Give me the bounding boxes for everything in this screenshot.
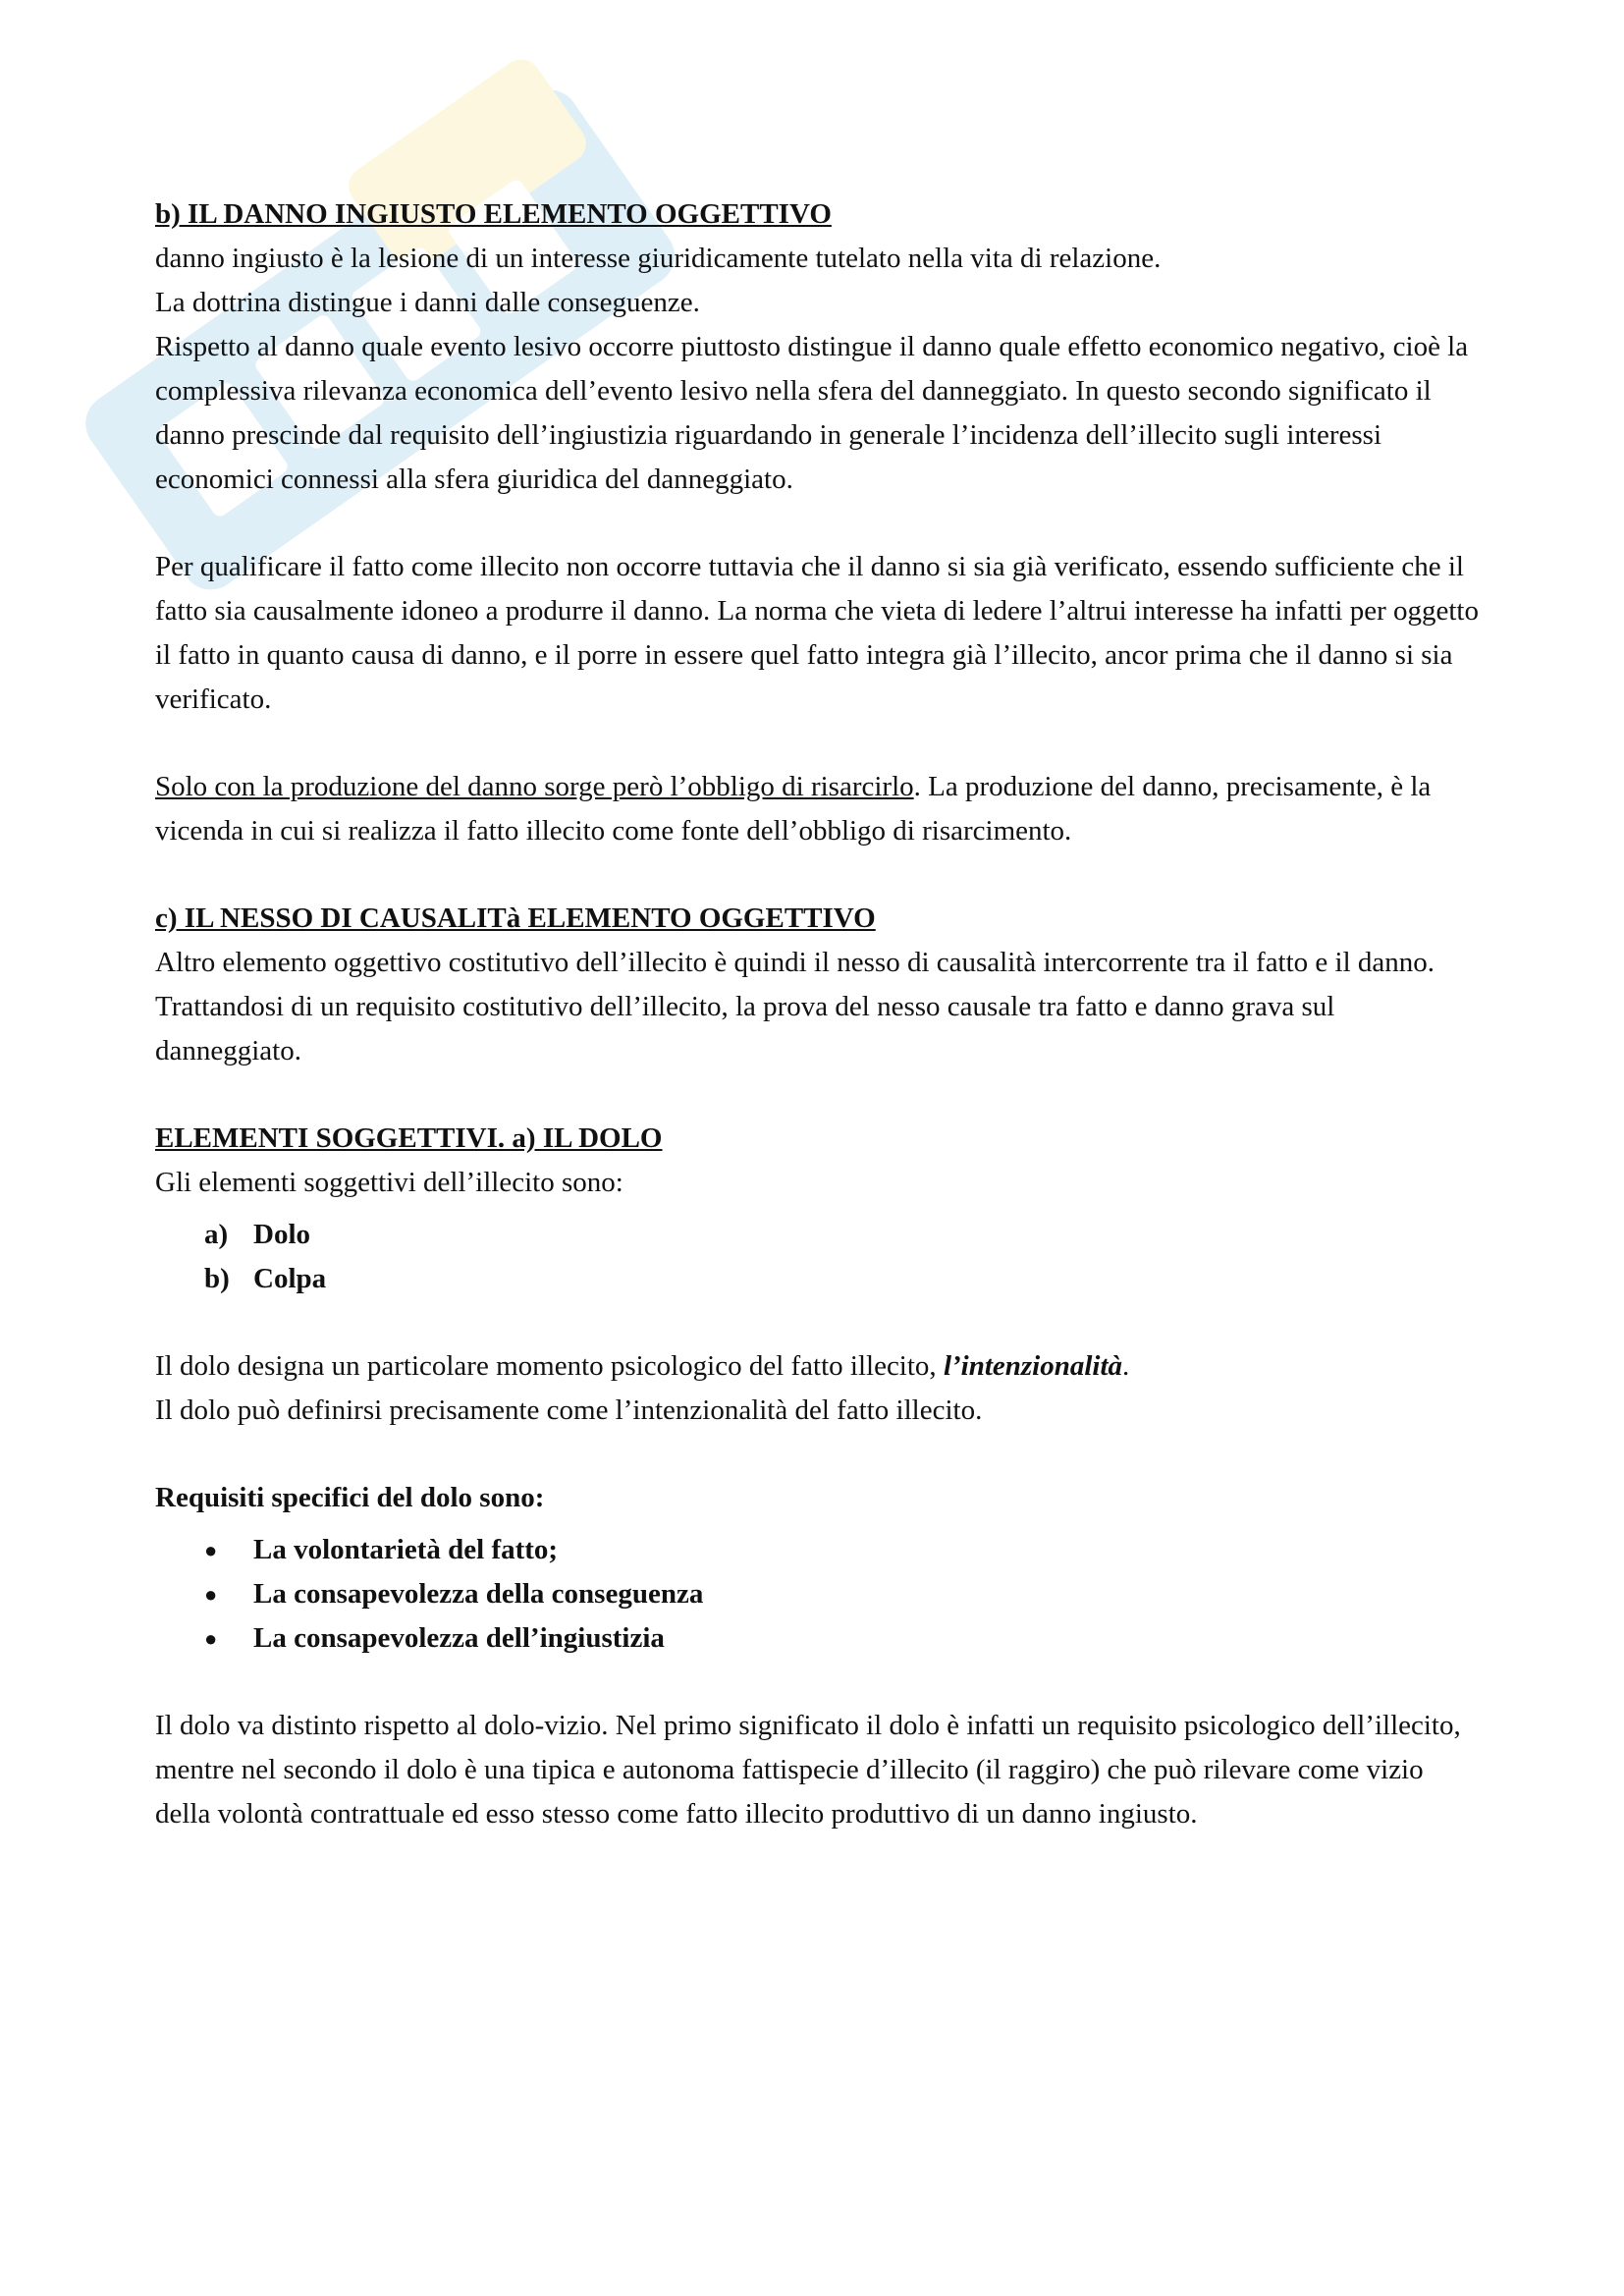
list-marker: a) xyxy=(204,1219,229,1250)
heading-requisiti: Requisiti specifici del dolo sono: xyxy=(155,1482,545,1513)
paragraph-prova: Trattandosi di un requisito costitutivo dell’illecito, la prova del nesso causale tra fatto e danno grava sul danneggiato. xyxy=(155,991,1335,1066)
list-item-text: La volontarietà del fatto; xyxy=(253,1534,559,1565)
list-item xyxy=(204,1213,1481,1257)
list-item xyxy=(204,1616,1481,1661)
underlined-obbligo: Solo con la produzione del danno sorge però l’obbligo di risarcirlo xyxy=(155,771,914,802)
paragraph-danno-def: danno ingiusto è la lesione di un interesse giuridicamente tutelato nella vita di relazione. xyxy=(155,243,1162,274)
list-marker: b) xyxy=(204,1263,230,1294)
emphasis-intenzionalita: l’intenzionalità xyxy=(943,1350,1123,1382)
paragraph-nesso: Altro elemento oggettivo costitutivo dell’illecito è quindi il nesso di causalità intercorrente tra il fatto e il danno. xyxy=(155,947,1435,978)
list-item-text: Colpa xyxy=(253,1263,327,1294)
list-item xyxy=(204,1572,1481,1616)
paragraph-elementi-intro: Gli elementi soggettivi dell’illecito sono: xyxy=(155,1167,623,1198)
list-item-text: La consapevolezza dell’ingiustizia xyxy=(253,1622,665,1654)
bullet-icon: ● xyxy=(204,1538,218,1562)
heading-danno-ingiusto: b) IL DANNO INGIUSTO ELEMENTO OGGETTIVO xyxy=(155,198,832,230)
list-elementi-soggettivi xyxy=(155,1213,1481,1301)
list-item xyxy=(204,1257,1481,1301)
paragraph-dolo-vizio: Il dolo va distinto rispetto al dolo-vizio. Nel primo significato il dolo è infatti un requisito psicologico dell’illecito, mentre nel secondo il dolo è una tipica e autonoma fattispecie d’illecito (il raggiro) che può rilevare come vizio della volontà contrattuale ed esso stesso come fatto illecito produttivo di un danno ingiusto. xyxy=(155,1710,1461,1830)
list-item-text: Dolo xyxy=(253,1219,310,1250)
document-page xyxy=(155,192,1481,1836)
heading-elementi-soggettivi: ELEMENTI SOGGETTIVI. a) IL DOLO xyxy=(155,1122,663,1154)
dolo-def-text: Il dolo designa un particolare momento psicologico del fatto illecito, xyxy=(155,1350,944,1382)
bullet-icon: ● xyxy=(204,1582,218,1607)
list-requisiti xyxy=(155,1528,1481,1661)
list-item xyxy=(204,1528,1481,1572)
paragraph-qualificare: Per qualificare il fatto come illecito non occorre tuttavia che il danno si sia già verificato, essendo sufficiente che il fatto sia causalmente idoneo a produrre il danno. La norma che vieta di ledere l’altrui interesse ha infatti per oggetto il fatto in quanto causa di danno, e il porre in essere quel fatto integra già l’illecito, ancor prima che il danno si sia verificato. xyxy=(155,551,1479,715)
heading-nesso-causalita: c) IL NESSO DI CAUSALITà ELEMENTO OGGETTIVO xyxy=(155,902,876,934)
bullet-icon: ● xyxy=(204,1626,218,1651)
paragraph-produzione-rest: . La produzione del danno, precisamente, è la vicenda in cui si realizza il fatto illecito come fonte dell’obbligo di risarcimento. xyxy=(155,771,1432,847)
paragraph-produzione xyxy=(155,765,1481,853)
list-item-text: La consapevolezza della conseguenza xyxy=(253,1578,704,1610)
dolo-def-end: . xyxy=(1122,1350,1130,1382)
paragraph-dolo-def-2: Il dolo può definirsi precisamente come l’intenzionalità del fatto illecito. xyxy=(155,1394,983,1426)
paragraph-dolo-def xyxy=(155,1344,1481,1389)
paragraph-rispetto: Rispetto al danno quale evento lesivo occorre piuttosto distingue il danno quale effetto economico negativo, cioè la complessiva rilevanza economica dell’evento lesivo nella sfera del danneggiato. In questo secondo significato il danno prescinde dal requisito dell’ingiustizia riguardando in generale l’incidenza dell’illecito sugli interessi economici connessi alla sfera giuridica del danneggiato. xyxy=(155,331,1469,495)
paragraph-dottrina: La dottrina distingue i danni dalle conseguenze. xyxy=(155,287,700,318)
